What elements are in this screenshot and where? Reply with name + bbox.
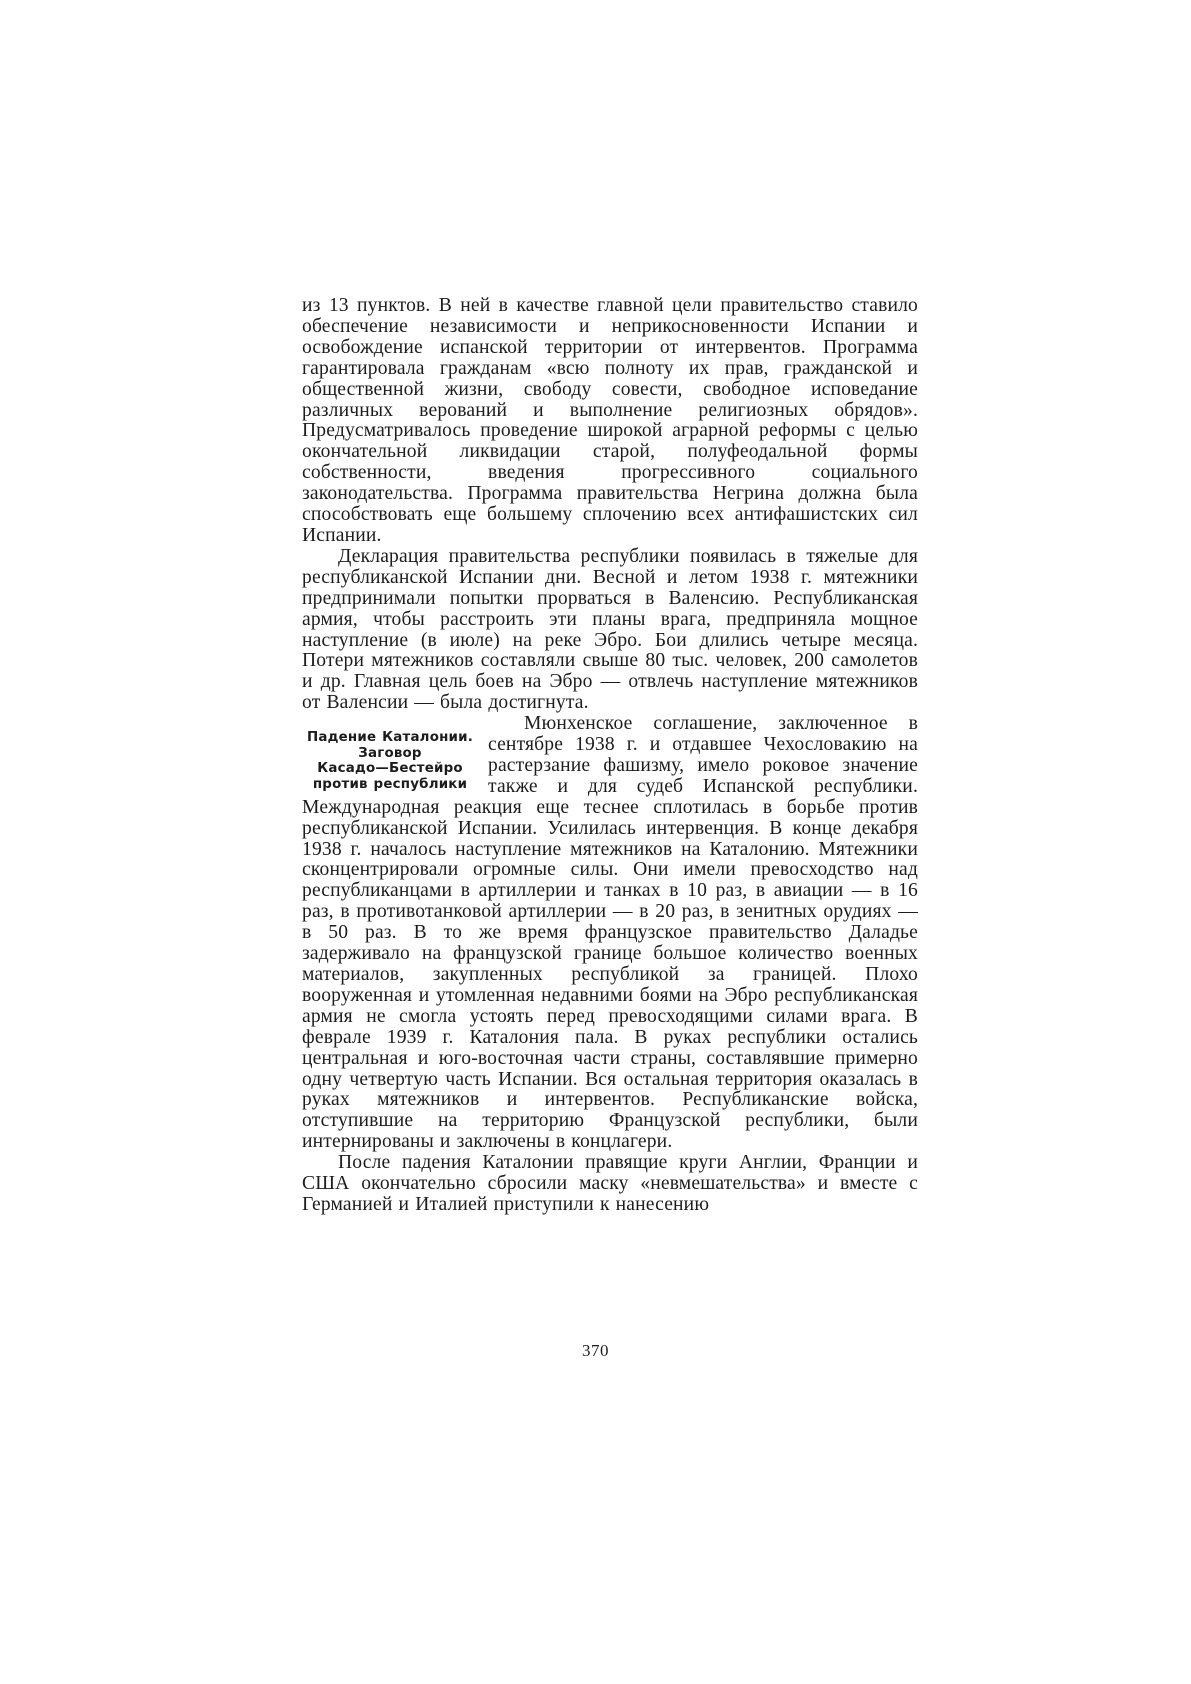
margin-heading (302, 730, 478, 792)
margin-heading-line: против республики (312, 776, 468, 792)
paragraph-declaration: Декларация правительства республики появилась в тяжелые для республиканской Испании дни. Весной и летом 1938 г. мятежники предпринимали попытки прорваться в Валенсию. Республиканская армия, чтобы расстроить эти планы врага, предприняла мощное наступление (в июле) на реке Эбро. Бои длились четыре месяца. Потери мятежников составляли свыше 80 тыс. человек, 200 самолетов и др. Главная цель боев на Эбро — отвлечь наступление мятежников от Валенсии — была достигнута. (302, 545, 918, 714)
paragraph-after-catalonia: После падения Каталонии правящие круги Англии, Франции и США окончательно сбросили маску «невмешательства» и вместе с Германией и Италией приступили к нанесению (302, 1152, 918, 1215)
margin-heading-line: Заговор (358, 745, 422, 761)
margin-heading-line: Касадо—Бестейро (317, 761, 463, 777)
paragraph-program-end: из 13 пунктов. В ней в качестве главной цели правительство ставило обеспечение независимости и неприкосновенности Испании и освобождение испанской территории от интервентов. Программа гарантировала гражданам «всю полноту их прав, гражданской и общественной жизни, свободу совести, свободное исповедание различных верований и выполнение религиозных обрядов». Предусматривалось проведение широкой аграрной реформы с целью окончательной ликвидации старой, полуфеодальной формы собственности, введения прогрессивного социального законодательства. Программа правительства Негрина должна была способствовать еще большему сплочению всех антифашистских сил Испании. (302, 295, 918, 546)
page-number: 370 (582, 1341, 609, 1360)
body-text (302, 296, 918, 1216)
section-catalonia (302, 714, 918, 1153)
paragraph-munich: Мюнхенское соглашение, заключенное в сентябре 1938 г. и отдавшее Чехословакию на растерзание фашизму, имело роковое значение также и для судеб Испанской республики. Международная реакция еще теснее сплотилась в борьбе против республиканской Испании. Усилилась интервенция. В конце декабря 1938 г. началось наступление мятежников на Каталонию. Мятежники сконцентрировали огромные силы. Они имели превосходство над республиканцами в артиллерии и танках в 10 раз, в авиации — в 16 раз, в противотанковой артиллерии — в 20 раз, в зенитных орудиях — в 50 раз. В то же время французское правительство Даладье задерживало на французской границе большое количество военных материалов, закупленных республикой за границей. Плохо вооруженная и утомленная недавними боями на Эбро республиканская армия не смогла устоять перед превосходящими силами врага. В феврале 1939 г. Каталония пала. В руках республики остались центральная и юго-восточная части страны, составлявшие примерно одну четвертую часть Испании. Вся остальная территория оказалась в руках мятежников и интервентов. Республиканские войска, отступившие на территорию Французской республики, были интернированы и заключены в концлагери. (302, 713, 918, 1153)
margin-heading-line: Падение Каталонии. (306, 730, 473, 746)
